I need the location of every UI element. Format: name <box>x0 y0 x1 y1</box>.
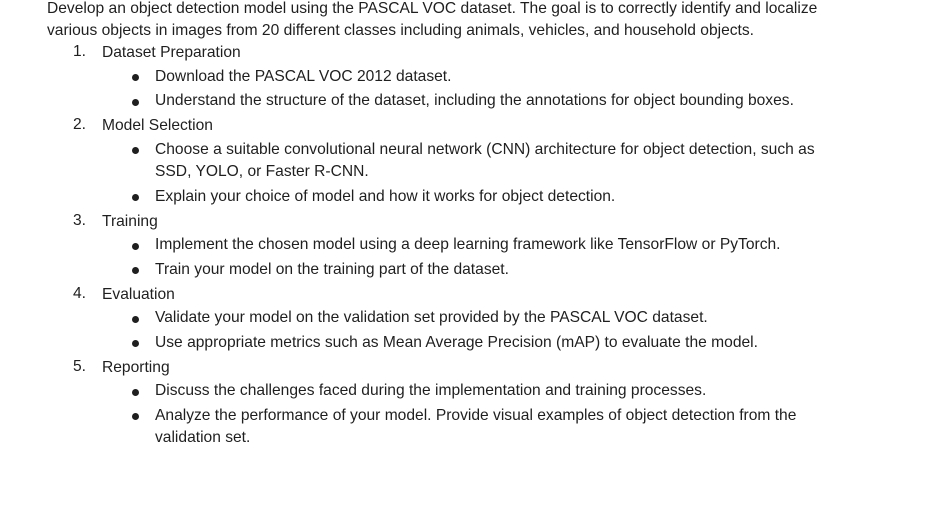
step-number: 2. <box>73 116 87 134</box>
step-item <box>47 114 827 208</box>
step-number: 4. <box>73 284 87 302</box>
bullet-icon <box>132 413 139 420</box>
bullet-text: Explain your choice of model and how it works for object detection. <box>155 187 616 205</box>
bullet-text: Validate your model on the validation set provided by the PASCAL VOC dataset. <box>155 309 708 327</box>
bullet-item <box>102 332 827 355</box>
step-title: Reporting <box>102 358 170 376</box>
step-title: Training <box>102 212 158 230</box>
bullet-text: Train your model on the training part of the dataset. <box>155 260 509 278</box>
step-number: 5. <box>73 357 87 375</box>
document-body <box>47 0 827 451</box>
bullet-item <box>102 139 827 184</box>
steps-list <box>47 41 827 450</box>
bullet-text: Understand the structure of the dataset, including the annotations for object bounding boxes. <box>155 92 794 109</box>
bullet-icon <box>132 99 139 106</box>
bullet-list <box>102 307 827 354</box>
bullet-icon <box>132 74 139 81</box>
bullet-item <box>102 380 827 403</box>
step-item <box>47 210 827 282</box>
bullet-list <box>102 66 827 113</box>
bullet-text: Implement the chosen model using a deep learning framework like TensorFlow or PyTorch. <box>155 236 781 254</box>
step-number: 3. <box>73 211 87 229</box>
bullet-text: Use appropriate metrics such as Mean Average Precision (mAP) to evaluate the model. <box>155 333 758 351</box>
intro-paragraph: Develop an object detection model using the PASCAL VOC dataset. The goal is to correctly identify and localize various objects in images from 20 different classes including animals, vehicles, and household objects. <box>47 0 818 39</box>
step-title: Evaluation <box>102 285 175 303</box>
bullet-icon <box>132 267 139 274</box>
bullet-icon <box>132 389 139 396</box>
bullet-list <box>102 139 827 209</box>
bullet-item <box>102 66 827 89</box>
step-title: Dataset Preparation <box>102 44 241 61</box>
bullet-list <box>102 234 827 281</box>
bullet-text: Analyze the performance of your model. Provide visual examples of object detection from the validation set. <box>155 406 797 447</box>
bullet-list <box>102 380 827 450</box>
bullet-item <box>102 259 827 282</box>
bullet-item <box>102 234 827 257</box>
step-number: 1. <box>73 43 87 60</box>
bullet-icon <box>132 194 139 201</box>
step-item <box>47 41 827 113</box>
step-item <box>47 283 827 355</box>
bullet-icon <box>132 340 139 347</box>
bullet-icon <box>132 147 139 154</box>
bullet-text: Choose a suitable convolutional neural network (CNN) architecture for object detection, such as SSD, YOLO, or Faster R-CNN. <box>155 140 815 181</box>
bullet-icon <box>132 243 139 250</box>
bullet-item <box>102 405 827 450</box>
bullet-text: Discuss the challenges faced during the implementation and training processes. <box>155 382 707 400</box>
bullet-item <box>102 186 827 209</box>
bullet-item <box>102 90 827 113</box>
step-title: Model Selection <box>102 117 213 135</box>
bullet-item <box>102 307 827 330</box>
bullet-text: Download the PASCAL VOC 2012 dataset. <box>155 67 452 85</box>
step-item <box>47 356 827 450</box>
bullet-icon <box>132 316 139 323</box>
